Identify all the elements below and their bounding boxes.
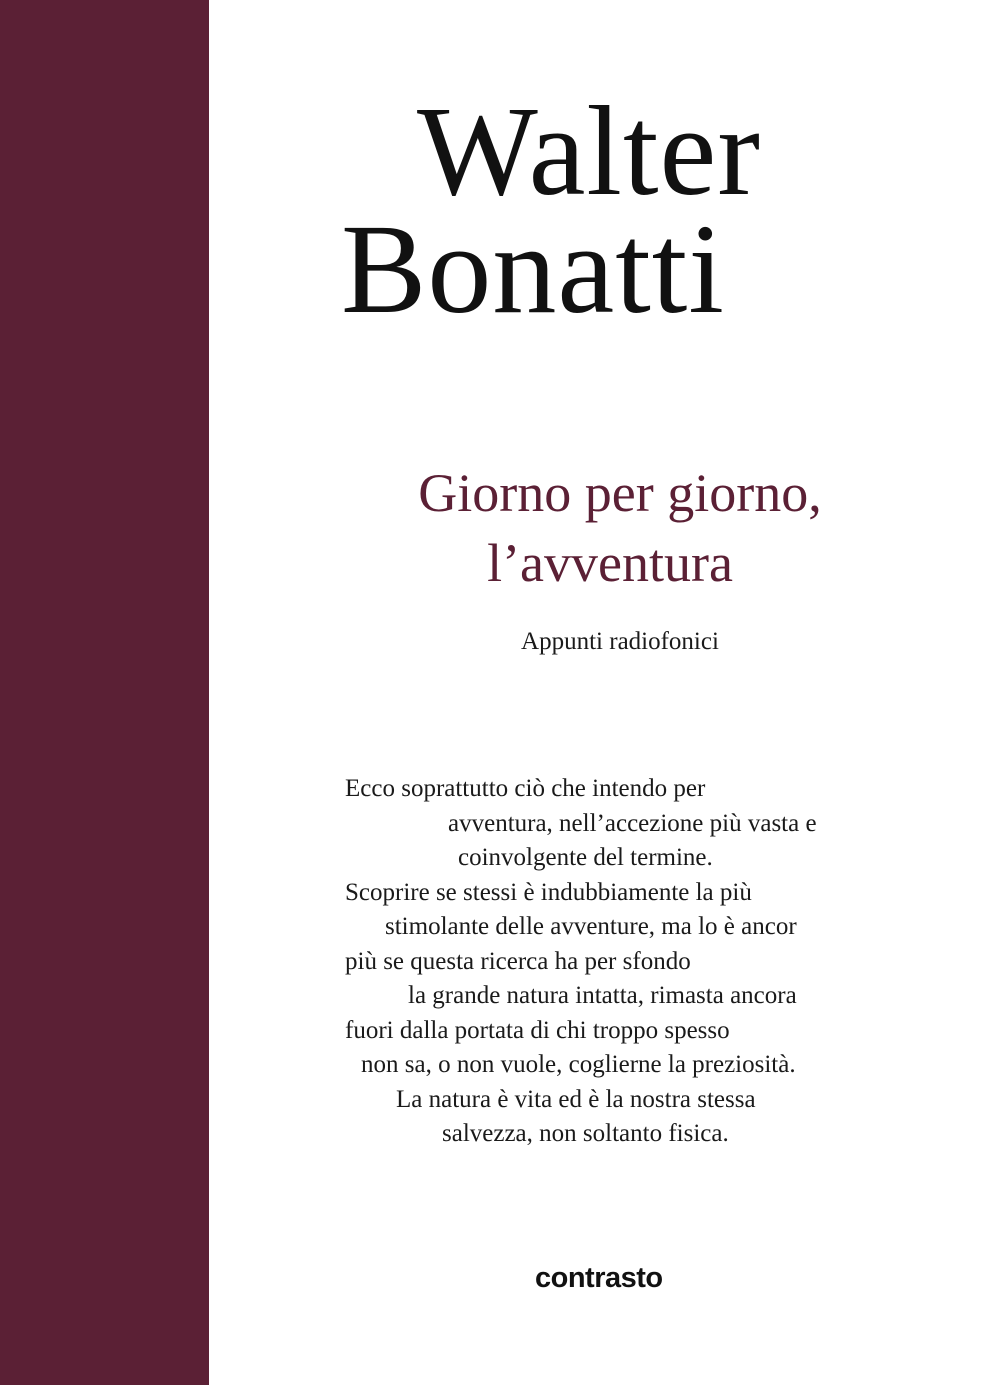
cover-color-band	[0, 0, 209, 1385]
quote-line: La natura è vita ed è la nostra stessa	[396, 1085, 756, 1113]
title-line-1: Giorno per giorno,	[418, 463, 822, 523]
quote-line: non sa, o non vuole, coglierne la preziosità.	[361, 1051, 796, 1078]
publisher-logo: contrasto	[535, 1262, 663, 1294]
cover-quote	[345, 772, 905, 1152]
title-line-2: l’avventura	[487, 533, 733, 593]
author-name	[335, 80, 895, 340]
book-title	[300, 458, 940, 598]
author-last-name: Bonatti	[341, 198, 725, 340]
quote-line: Ecco soprattutto ciò che intendo per	[345, 775, 706, 802]
quote-line: più se questa ricerca ha per sfondo	[345, 947, 691, 975]
quote-line: Scoprire se stessi è indubbiamente la più	[345, 878, 752, 906]
quote-line: salvezza, non soltanto fisica.	[442, 1120, 729, 1147]
quote-line: stimolante delle avventure, ma lo è ancor	[385, 913, 797, 940]
book-subtitle: Appunti radiofonici	[521, 628, 719, 655]
quote-line: coinvolgente del termine.	[458, 844, 713, 871]
author-first-name: Walter	[417, 80, 761, 222]
quote-line: fuori dalla portata di chi troppo spesso	[345, 1016, 730, 1044]
quote-line: avventura, nell’accezione più vasta e	[448, 809, 817, 837]
quote-line: la grande natura intatta, rimasta ancora	[408, 982, 797, 1009]
